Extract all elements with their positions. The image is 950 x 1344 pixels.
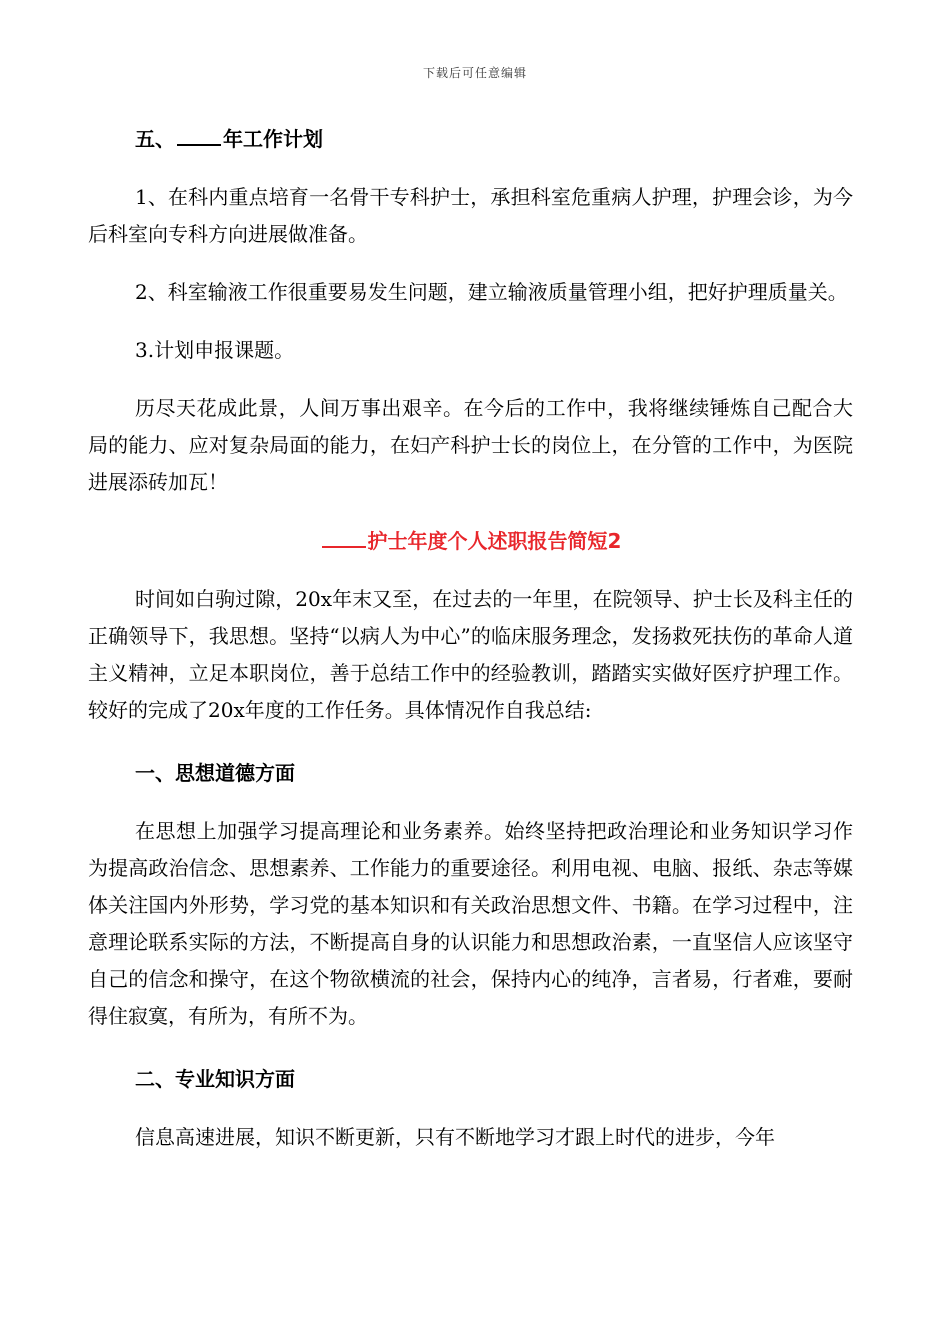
- report-title: [88, 522, 853, 560]
- plan-item-3: 3.计划申报课题。: [135, 338, 295, 362]
- document-body: [88, 120, 853, 1156]
- section1-heading: 一、思想道德方面: [135, 761, 295, 785]
- fill-blank: [177, 126, 221, 146]
- closing-paragraph: 历尽天花成此景，人间万事出艰辛。在今后的工作中，我将继续锤炼自己配合大局的能力、应对复杂局面的能力，在妇产科护士长的岗位上，在分管的工作中，为医院进展添砖加瓦！: [88, 396, 853, 494]
- section2-body: 信息高速进展，知识不断更新，只有不断地学习才跟上时代的进步，今年: [135, 1125, 775, 1149]
- plan-item-1: 1、在科内重点培育一名骨干专科护士，承担科室危重病人护理，护理会诊，为今后科室向专科方向进展做准备。: [88, 185, 853, 246]
- section5-suffix: 年工作计划: [223, 127, 323, 151]
- title-fill-blank: [322, 528, 366, 548]
- intro-paragraph: 时间如白驹过隙，20x年末又至，在过去的一年里，在院领导、护士长及科主任的正确领导下，我思想。坚持“以病人为中心”的临床服务理念，发扬救死扶伤的革命人道主义精神，立足本职岗位，善于总结工作中的经验教训，踏踏实实做好医疗护理工作。较好的完成了20x年度的工作任务。具体情况作自我总结:: [88, 587, 853, 722]
- section1-body: 在思想上加强学习提高理论和业务素养。始终坚持把政治理论和业务知识学习作为提高政治信念、思想素养、工作能力的重要途径。利用电视、电脑、报纸、杂志等媒体关注国内外形势，学习党的基本知识和有关政治思想文件、书籍。在学习过程中，注意理论联系实际的方法，不断提高自身的认识能力和思想政治素，一直坚信人应该坚守自己的信念和操守，在这个物欲横流的社会，保持内心的纯净，言者易，行者难，要耐得住寂寞，有所为，有所不为。: [88, 819, 853, 1028]
- plan-item-2: 2、科室输液工作很重要易发生问题，建立输液质量管理小组，把好护理质量关。: [135, 280, 848, 304]
- section5-heading: [88, 120, 853, 158]
- report-title-text: 护士年度个人述职报告简短2: [367, 529, 622, 553]
- section5-prefix: 五、: [135, 127, 175, 151]
- section2-heading: 二、专业知识方面: [135, 1067, 295, 1091]
- header-note: 下载后可任意编辑: [422, 66, 527, 80]
